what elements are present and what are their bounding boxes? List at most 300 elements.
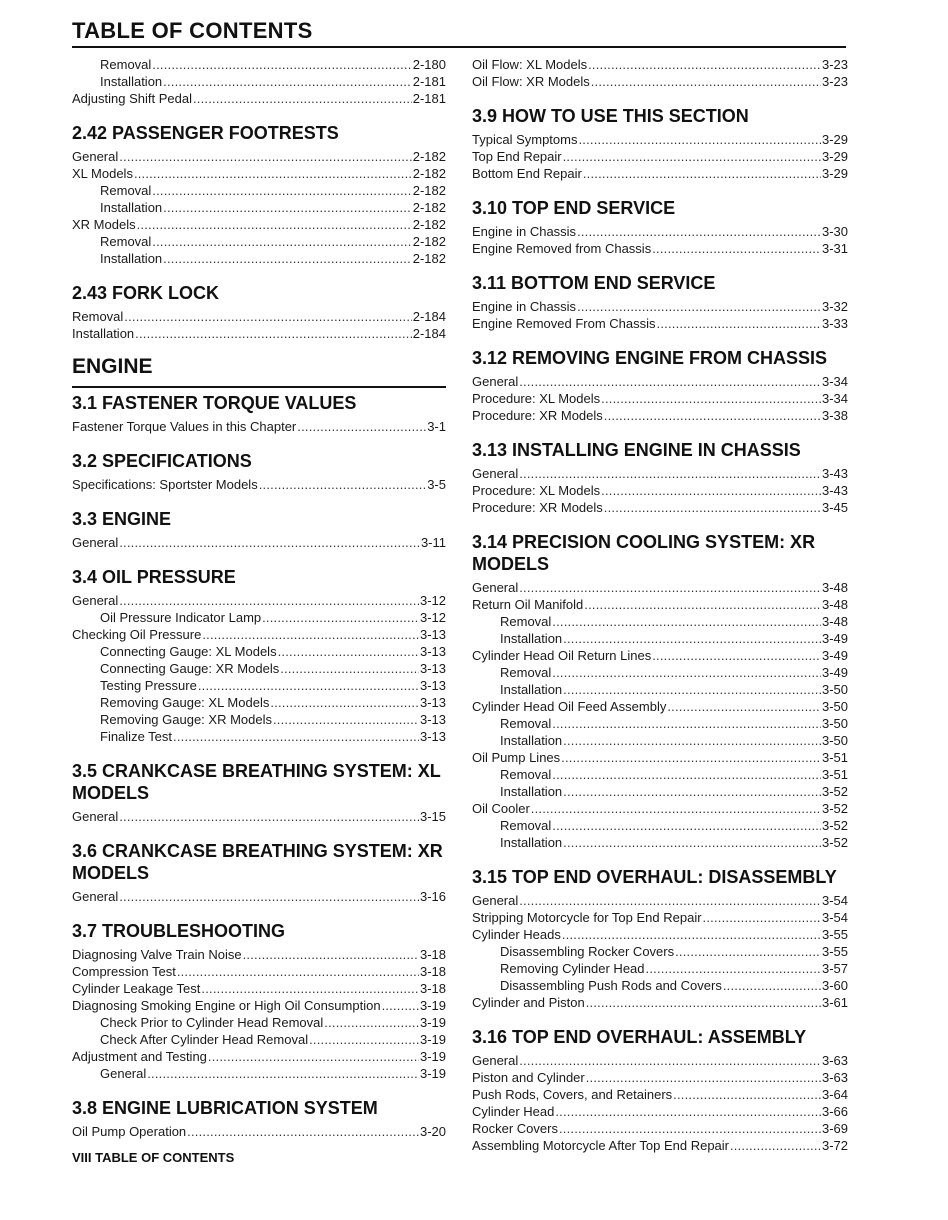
dot-leader (519, 465, 821, 482)
toc-entry[interactable] (72, 216, 446, 233)
toc-entry-page: 3-19 (419, 1015, 446, 1030)
toc-entry[interactable] (472, 715, 848, 732)
dot-leader (259, 476, 427, 493)
right-column (472, 56, 848, 1154)
dot-leader (147, 1065, 419, 1082)
toc-entry-label: Connecting Gauge: XL Models (100, 644, 277, 659)
toc-entry[interactable] (472, 909, 848, 926)
toc-entry-label: Removal (500, 665, 552, 680)
toc-entry-page: 3-31 (821, 241, 848, 256)
toc-entry[interactable] (472, 766, 848, 783)
toc-entry-page: 3-63 (821, 1070, 848, 1085)
toc-entry[interactable] (472, 1120, 848, 1137)
dot-leader (137, 216, 412, 233)
toc-entry-page: 3-1 (427, 419, 446, 434)
section-heading: 3.9 HOW TO USE THIS SECTION (472, 106, 749, 126)
dot-leader (278, 643, 419, 660)
dot-leader (673, 1086, 821, 1103)
toc-entry-page: 2-181 (412, 91, 446, 106)
toc-entry[interactable] (472, 994, 848, 1011)
toc-entry-page: 3-50 (821, 716, 848, 731)
toc-entry-label: Typical Symptoms (472, 132, 578, 147)
toc-entry-page: 3-13 (419, 627, 446, 642)
toc-entry-label: Cylinder Head Oil Return Lines (472, 648, 652, 663)
toc-entry-label: Check After Cylinder Head Removal (100, 1032, 309, 1047)
dot-leader (563, 630, 821, 647)
page-footer: VIII TABLE OF CONTENTS (72, 1150, 235, 1165)
dot-leader (578, 131, 820, 148)
toc-entry[interactable] (472, 1137, 848, 1154)
dot-leader (563, 834, 821, 851)
toc-entry-page: 3-50 (821, 699, 848, 714)
dot-leader (563, 148, 821, 165)
toc-entry-label: Removal (100, 57, 152, 72)
toc-entry-label: Installation (500, 631, 563, 646)
toc-entry-label: Disassembling Rocker Covers (500, 944, 675, 959)
dot-leader (187, 1123, 419, 1140)
toc-entry-label: Finalize Test (100, 729, 173, 744)
toc-entry-page: 3-23 (821, 57, 848, 72)
toc-entry-page: 2-182 (412, 149, 446, 164)
toc-entry-page: 3-72 (821, 1138, 848, 1153)
toc-entry-label: Stripping Motorcycle for Top End Repair (472, 910, 702, 925)
toc-entry-label: Oil Pressure Indicator Lamp (100, 610, 262, 625)
toc-entry-page: 3-29 (821, 132, 848, 147)
toc-entry-page: 3-54 (821, 910, 848, 925)
toc-entry-label: Installation (100, 251, 163, 266)
dot-leader (519, 579, 821, 596)
toc-entry[interactable] (472, 664, 848, 681)
toc-entry[interactable] (472, 1086, 848, 1103)
dot-leader (652, 240, 821, 257)
dot-leader (552, 613, 821, 630)
dot-leader (552, 817, 821, 834)
toc-entry-label: Diagnosing Valve Train Noise (72, 947, 242, 962)
section-heading: 3.11 BOTTOM END SERVICE (472, 273, 716, 293)
toc-entry-label: Return Oil Manifold (472, 597, 584, 612)
toc-entry[interactable] (472, 1052, 848, 1069)
dot-leader (163, 250, 412, 267)
section-heading: 3.6 CRANKCASE BREATHING SYSTEM: XR MODELS (72, 841, 443, 883)
toc-entry-label: Disassembling Push Rods and Covers (500, 978, 722, 993)
toc-entry-page: 3-13 (419, 678, 446, 693)
toc-entry-page: 3-18 (419, 947, 446, 962)
toc-entry[interactable] (472, 613, 848, 630)
toc-entry[interactable] (472, 943, 848, 960)
toc-entry[interactable] (472, 73, 848, 90)
toc-entry-label: Engine Removed from Chassis (472, 241, 652, 256)
toc-entry-label: Oil Pump Operation (72, 1124, 187, 1139)
toc-entry-page: 3-18 (419, 964, 446, 979)
toc-entry[interactable] (72, 1031, 446, 1048)
toc-entry-page: 3-19 (419, 1032, 446, 1047)
toc-entry-page: 3-19 (419, 998, 446, 1013)
toc-entry[interactable] (72, 677, 446, 694)
dot-leader (601, 482, 821, 499)
toc-entry-page: 3-50 (821, 733, 848, 748)
toc-entry-label: Cylinder Head Oil Feed Assembly (472, 699, 667, 714)
section-heading: 3.10 TOP END SERVICE (472, 198, 676, 218)
toc-entry[interactable] (72, 148, 446, 165)
dot-leader (262, 609, 419, 626)
toc-entry-label: General (72, 535, 119, 550)
toc-entry-page: 3-49 (821, 631, 848, 646)
toc-entry-page: 3-5 (427, 477, 446, 492)
dot-leader (675, 943, 821, 960)
page-title: TABLE OF CONTENTS (72, 18, 313, 43)
toc-entry[interactable] (472, 240, 848, 257)
toc-entry[interactable] (72, 643, 446, 660)
toc-entry[interactable] (72, 250, 446, 267)
chapter-heading: ENGINE (72, 355, 153, 378)
dot-leader (703, 909, 821, 926)
toc-entry-label: Removal (500, 614, 552, 629)
toc-entry[interactable] (472, 407, 848, 424)
toc-entry-label: General (72, 149, 119, 164)
toc-entry-page: 3-63 (821, 1053, 848, 1068)
section-heading: 3.16 TOP END OVERHAUL: ASSEMBLY (472, 1027, 807, 1047)
toc-entry-label: Engine Removed From Chassis (472, 316, 656, 331)
toc-entry[interactable] (72, 660, 446, 677)
dot-leader (124, 308, 411, 325)
toc-entry-page: 3-57 (821, 961, 848, 976)
dot-leader (561, 749, 821, 766)
toc-entry-label: General (72, 809, 119, 824)
toc-entry[interactable] (472, 732, 848, 749)
toc-entry-label: General (72, 593, 119, 608)
dot-leader (583, 165, 821, 182)
toc-entry-page: 3-12 (419, 593, 446, 608)
toc-entry-label: Procedure: XL Models (472, 483, 601, 498)
section-heading: 3.5 CRANKCASE BREATHING SYSTEM: XL MODELS (72, 761, 441, 803)
toc-entry[interactable] (72, 694, 446, 711)
dot-leader (297, 418, 426, 435)
dot-leader (119, 592, 419, 609)
dot-leader (604, 499, 821, 516)
toc-entry-page: 3-66 (821, 1104, 848, 1119)
dot-leader (163, 199, 412, 216)
toc-entry-label: Installation (500, 784, 563, 799)
toc-entry-page: 3-13 (419, 695, 446, 710)
toc-entry-page: 3-11 (420, 535, 446, 550)
toc-entry-page: 2-181 (412, 74, 446, 89)
toc-entry-page: 3-43 (821, 466, 848, 481)
toc-entry-label: Engine in Chassis (472, 224, 577, 239)
toc-entry[interactable] (72, 1065, 446, 1082)
dot-leader (135, 325, 412, 342)
toc-entry[interactable] (72, 182, 446, 199)
toc-entry[interactable] (72, 56, 446, 73)
toc-entry-label: Bottom End Repair (472, 166, 582, 181)
toc-entry-page: 3-12 (419, 610, 446, 625)
toc-entry-page: 3-48 (821, 580, 848, 595)
toc-entry[interactable] (72, 199, 446, 216)
toc-entry[interactable] (472, 800, 848, 817)
toc-entry-page: 2-182 (412, 234, 446, 249)
toc-entry-label: Removing Gauge: XR Models (100, 712, 272, 727)
toc-entry-page: 3-20 (419, 1124, 446, 1139)
toc-entry-label: Push Rods, Covers, and Retainers (472, 1087, 673, 1102)
dot-leader (555, 1103, 821, 1120)
dot-leader (646, 960, 821, 977)
section-heading: 3.13 INSTALLING ENGINE IN CHASSIS (472, 440, 801, 460)
toc-entry-page: 2-182 (412, 217, 446, 232)
toc-entry[interactable] (72, 534, 446, 551)
toc-entry[interactable] (72, 476, 446, 493)
section-heading: 3.15 TOP END OVERHAUL: DISASSEMBLY (472, 867, 837, 887)
toc-entry[interactable] (72, 980, 446, 997)
toc-entry[interactable] (472, 465, 848, 482)
toc-entry-label: Removal (500, 767, 552, 782)
toc-entry[interactable] (72, 946, 446, 963)
toc-entry-page: 3-52 (821, 835, 848, 850)
toc-entry[interactable] (72, 963, 446, 980)
toc-entry[interactable] (472, 165, 848, 182)
toc-entry-page: 3-16 (419, 889, 446, 904)
toc-entry-label: General (472, 1053, 519, 1068)
toc-entry[interactable] (472, 817, 848, 834)
toc-entry-page: 3-51 (821, 750, 848, 765)
toc-entry[interactable] (72, 308, 446, 325)
dot-leader (601, 390, 821, 407)
dot-leader (382, 997, 419, 1014)
toc-entry[interactable] (472, 681, 848, 698)
section-heading: 3.14 PRECISION COOLING SYSTEM: XR MODELS (472, 532, 816, 574)
toc-entry[interactable] (472, 373, 848, 390)
toc-entry[interactable] (472, 749, 848, 766)
section-heading: 3.1 FASTENER TORQUE VALUES (72, 393, 357, 413)
toc-entry-label: General (100, 1066, 147, 1081)
section-heading: 3.4 OIL PRESSURE (72, 567, 236, 587)
toc-entry-label: General (472, 466, 519, 481)
toc-entry[interactable] (472, 783, 848, 800)
dot-leader (134, 165, 412, 182)
toc-entry-label: General (472, 374, 519, 389)
toc-entry[interactable] (72, 90, 446, 107)
dot-leader (519, 1052, 821, 1069)
dot-leader (119, 808, 419, 825)
toc-entry-page: 3-52 (821, 784, 848, 799)
toc-entry-page: 2-182 (412, 166, 446, 181)
toc-entry-page: 3-15 (419, 809, 446, 824)
toc-entry-label: Installation (72, 326, 135, 341)
toc-entry-label: XL Models (72, 166, 133, 181)
toc-entry[interactable] (72, 233, 446, 250)
toc-entry[interactable] (472, 148, 848, 165)
toc-entry[interactable] (472, 977, 848, 994)
toc-entry[interactable] (72, 165, 446, 182)
toc-entry-page: 3-48 (821, 597, 848, 612)
toc-entry-page: 3-43 (821, 483, 848, 498)
dot-leader (531, 800, 821, 817)
toc-entry-label: Removal (72, 309, 124, 324)
toc-entry[interactable] (72, 73, 446, 90)
toc-entry-page: 3-55 (821, 944, 848, 959)
toc-entry-page: 3-52 (821, 818, 848, 833)
toc-entry-label: Procedure: XR Models (472, 408, 603, 423)
toc-entry-label: Oil Flow: XR Models (472, 74, 590, 89)
toc-entry[interactable] (472, 131, 848, 148)
toc-entry[interactable] (472, 223, 848, 240)
toc-entry-label: General (72, 889, 119, 904)
dot-leader (577, 223, 821, 240)
dot-leader (177, 963, 419, 980)
dot-leader (652, 647, 821, 664)
toc-entry[interactable] (472, 630, 848, 647)
toc-entry-label: Diagnosing Smoking Engine or High Oil Consumption (72, 998, 381, 1013)
toc-entry-page: 3-34 (821, 374, 848, 389)
dot-leader (552, 766, 821, 783)
dot-leader (119, 534, 420, 551)
toc-entry-page: 2-182 (412, 200, 446, 215)
toc-entry-label: General (472, 580, 519, 595)
toc-entry[interactable] (472, 499, 848, 516)
toc-entry-page: 3-13 (419, 712, 446, 727)
toc-entry-page: 3-54 (821, 893, 848, 908)
toc-entry-page: 3-55 (821, 927, 848, 942)
toc-entry-page: 3-13 (419, 644, 446, 659)
toc-entry[interactable] (72, 626, 446, 643)
toc-entry-page: 3-13 (419, 661, 446, 676)
dot-leader (559, 1120, 821, 1137)
toc-entry-label: Removal (500, 818, 552, 833)
toc-entry[interactable] (472, 892, 848, 909)
toc-entry[interactable] (72, 808, 446, 825)
toc-entry[interactable] (72, 711, 446, 728)
toc-entry[interactable] (472, 647, 848, 664)
toc-entry-page: 2-184 (412, 326, 446, 341)
toc-entry-page: 2-182 (412, 183, 446, 198)
dot-leader (591, 73, 821, 90)
toc-entry-page: 3-13 (419, 729, 446, 744)
toc-entry-page: 3-29 (821, 149, 848, 164)
toc-entry[interactable] (472, 298, 848, 315)
toc-entry-label: Check Prior to Cylinder Head Removal (100, 1015, 324, 1030)
toc-entry-label: Cylinder Leakage Test (72, 981, 201, 996)
toc-entry-page: 2-182 (412, 251, 446, 266)
dot-leader (730, 1137, 821, 1154)
dot-leader (208, 1048, 419, 1065)
toc-entry[interactable] (472, 315, 848, 332)
toc-entry[interactable] (472, 1103, 848, 1120)
toc-entry[interactable] (72, 1048, 446, 1065)
toc-entry-page: 3-52 (821, 801, 848, 816)
toc-entry-page: 3-34 (821, 391, 848, 406)
toc-entry[interactable] (72, 1014, 446, 1031)
toc-entry[interactable] (472, 926, 848, 943)
dot-leader (193, 90, 412, 107)
toc-entry-page: 3-38 (821, 408, 848, 423)
toc-entry-label: Rocker Covers (472, 1121, 558, 1136)
toc-entry-label: Removal (500, 716, 552, 731)
toc-entry-label: Oil Cooler (472, 801, 530, 816)
toc-entry-page: 3-49 (821, 648, 848, 663)
dot-leader (586, 994, 821, 1011)
toc-entry-page: 3-23 (821, 74, 848, 89)
toc-entry-page: 3-32 (821, 299, 848, 314)
toc-entry-label: Connecting Gauge: XR Models (100, 661, 280, 676)
toc-entry-label: Piston and Cylinder (472, 1070, 585, 1085)
toc-entry[interactable] (72, 609, 446, 626)
toc-entry[interactable] (472, 56, 848, 73)
toc-entry-label: Removal (100, 183, 152, 198)
toc-entry-label: Installation (500, 682, 563, 697)
toc-entry-label: Oil Pump Lines (472, 750, 561, 765)
toc-entry-label: General (472, 893, 519, 908)
dot-leader (270, 694, 419, 711)
toc-entry[interactable] (472, 698, 848, 715)
dot-leader (723, 977, 821, 994)
dot-leader (152, 56, 411, 73)
toc-entry-page: 3-33 (821, 316, 848, 331)
toc-entry-page: 3-29 (821, 166, 848, 181)
toc-entry[interactable] (72, 592, 446, 609)
toc-entry-label: Testing Pressure (100, 678, 197, 693)
toc-entry-label: Installation (100, 74, 163, 89)
toc-entry[interactable] (72, 1123, 446, 1140)
toc-entry[interactable] (472, 482, 848, 499)
dot-leader (280, 660, 419, 677)
dot-leader (198, 677, 419, 694)
section-heading: 2.43 FORK LOCK (72, 283, 220, 303)
toc-entry-page: 3-48 (821, 614, 848, 629)
toc-entry[interactable] (472, 1069, 848, 1086)
toc-entry-page: 3-50 (821, 682, 848, 697)
toc-entry[interactable] (472, 579, 848, 596)
toc-entry-label: Adjusting Shift Pedal (72, 91, 192, 106)
dot-leader (562, 926, 821, 943)
left-column (72, 56, 446, 1140)
toc-entry[interactable] (472, 834, 848, 851)
toc-entry[interactable] (72, 728, 446, 745)
dot-leader (119, 888, 419, 905)
toc-entry-page: 3-30 (821, 224, 848, 239)
toc-entry-label: Engine in Chassis (472, 299, 577, 314)
toc-entry-label: Installation (100, 200, 163, 215)
toc-entry[interactable] (72, 325, 446, 342)
toc-entry-label: Fastener Torque Values in this Chapter (72, 419, 297, 434)
section-heading: 3.7 TROUBLESHOOTING (72, 921, 286, 941)
dot-leader (667, 698, 821, 715)
section-heading: 3.2 SPECIFICATIONS (72, 451, 252, 471)
dot-leader (584, 596, 821, 613)
dot-leader (163, 73, 412, 90)
dot-leader (604, 407, 821, 424)
toc-entry-label: Removing Gauge: XL Models (100, 695, 270, 710)
toc-entry[interactable] (472, 390, 848, 407)
chapter-rule (72, 386, 446, 388)
toc-entry-page: 3-60 (821, 978, 848, 993)
toc-entry-label: Cylinder and Piston (472, 995, 585, 1010)
toc-entry[interactable] (72, 997, 446, 1014)
dot-leader (519, 373, 821, 390)
dot-leader (552, 715, 821, 732)
toc-entry-label: Adjustment and Testing (72, 1049, 207, 1064)
section-heading: 3.8 ENGINE LUBRICATION SYSTEM (72, 1098, 378, 1118)
toc-entry-page: 3-51 (821, 767, 848, 782)
toc-entry[interactable] (72, 418, 446, 435)
toc-entry[interactable] (472, 596, 848, 613)
toc-entry[interactable] (72, 888, 446, 905)
toc-entry[interactable] (472, 960, 848, 977)
dot-leader (202, 626, 419, 643)
dot-leader (563, 783, 821, 800)
toc-entry-page: 3-49 (821, 665, 848, 680)
toc-entry-label: Installation (500, 733, 563, 748)
dot-leader (201, 980, 419, 997)
dot-leader (519, 892, 821, 909)
dot-leader (243, 946, 419, 963)
